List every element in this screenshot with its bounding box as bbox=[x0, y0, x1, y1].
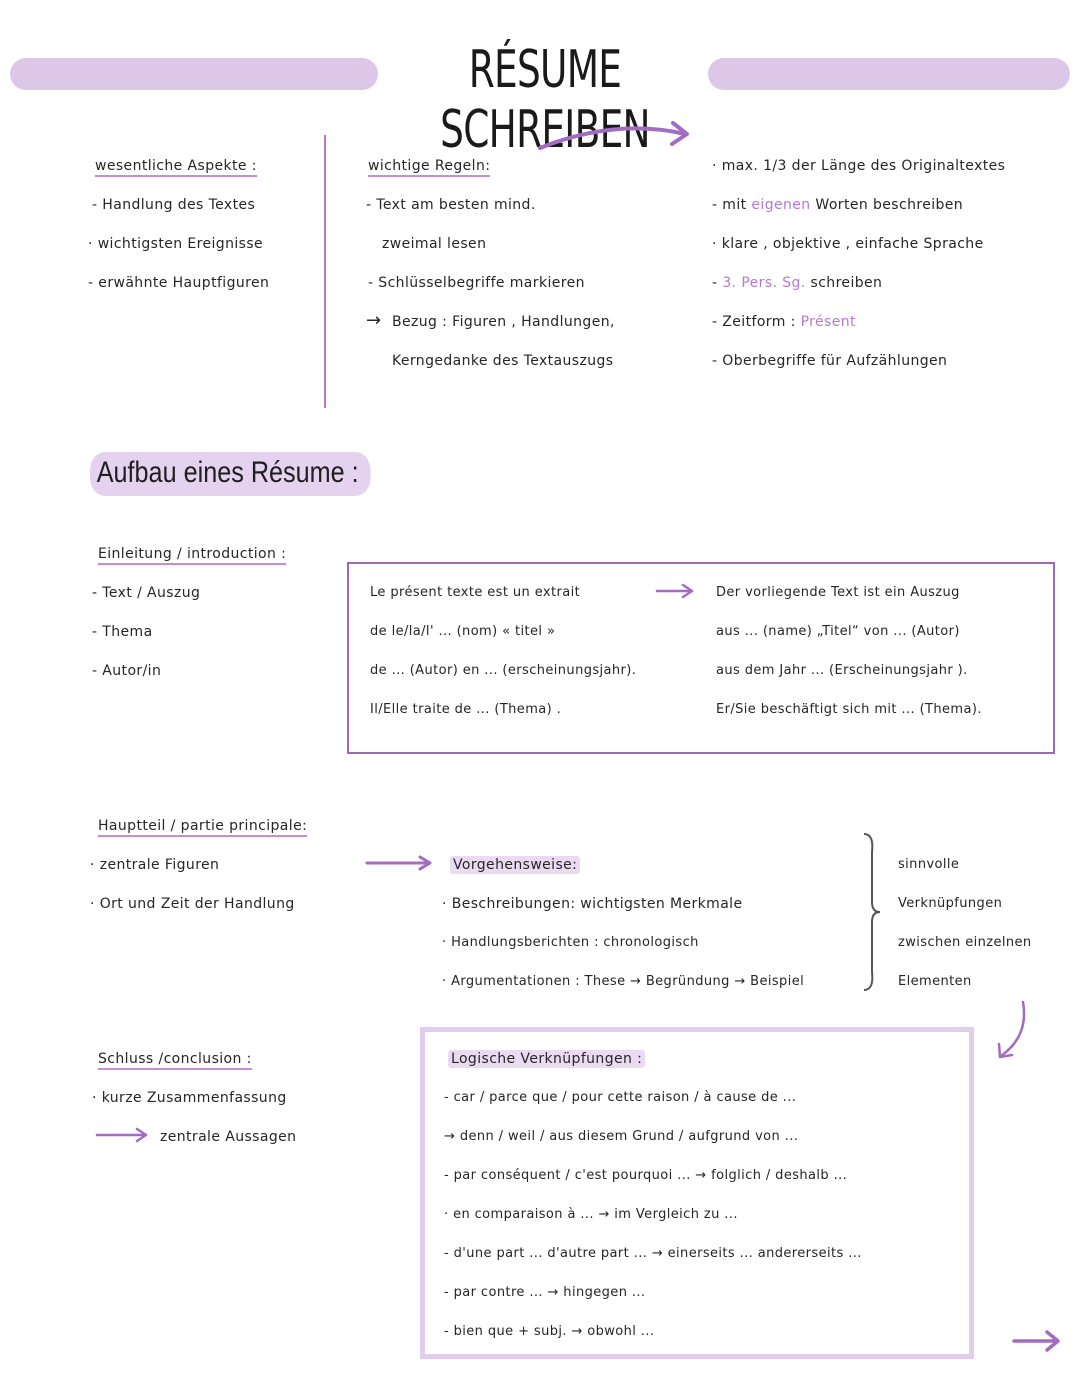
col1-item: - erwähnte Hauptfiguren bbox=[88, 275, 270, 291]
einleitung-item: - Text / Auszug bbox=[92, 585, 201, 601]
col3-accent: 3. Pers. Sg. bbox=[722, 275, 806, 291]
logische-line: - car / parce que / pour cette raison / à cause de ... bbox=[444, 1090, 797, 1105]
logische-line: → denn / weil / aus diesem Grund / aufgrund von ... bbox=[444, 1129, 799, 1144]
page-title: RÉSUME SCHREIBEN bbox=[440, 40, 650, 160]
col3-line: - Oberbegriffe für Aufzählungen bbox=[712, 353, 948, 369]
side-note: Elementen bbox=[898, 974, 972, 989]
einleitung-de-line: aus dem Jahr ... (Erscheinungsjahr ). bbox=[716, 663, 968, 678]
col2-line: Bezug : Figuren , Handlungen, bbox=[392, 314, 615, 330]
arrow-right-icon bbox=[655, 583, 695, 599]
col3-text: - Zeitform : bbox=[712, 314, 796, 330]
col2-heading: wichtige Regeln: bbox=[368, 158, 490, 177]
logische-heading-text: Logische Verknüpfungen : bbox=[448, 1050, 645, 1068]
einleitung-item: - Autor/in bbox=[92, 663, 162, 679]
col1-item: · wichtigsten Ereignisse bbox=[88, 236, 264, 252]
hauptteil-heading: Hauptteil / partie principale: bbox=[98, 818, 307, 837]
col2-arrow-icon: → bbox=[366, 310, 382, 331]
col1-heading: wesentliche Aspekte : bbox=[95, 158, 257, 177]
arrow-right-icon bbox=[365, 855, 435, 871]
col2-line: Kerngedanke des Textauszugs bbox=[392, 353, 614, 369]
next-page-arrow-icon bbox=[1012, 1329, 1062, 1353]
header-bar-right bbox=[708, 58, 1070, 90]
col3-text: schreiben bbox=[810, 275, 883, 291]
logische-line: · en comparaison à ... → im Vergleich zu ... bbox=[444, 1207, 738, 1222]
col3-line bbox=[712, 197, 963, 213]
arrow-right-icon bbox=[95, 1127, 150, 1143]
col3-text: - mit bbox=[712, 197, 747, 213]
col2-line: - Text am besten mind. bbox=[366, 197, 536, 213]
section-title: Aufbau eines Résume : bbox=[90, 452, 370, 496]
einleitung-fr-line: Il/Elle traite de ... (Thema) . bbox=[370, 702, 562, 717]
einleitung-de-line: Er/Sie beschäftigt sich mit ... (Thema). bbox=[716, 702, 982, 717]
schluss-heading: Schluss /conclusion : bbox=[98, 1051, 252, 1070]
einleitung-item: - Thema bbox=[92, 624, 153, 640]
col3-accent: Présent bbox=[800, 314, 856, 330]
schluss-arrow-item: zentrale Aussagen bbox=[160, 1129, 297, 1145]
col2-line: zweimal lesen bbox=[382, 236, 487, 252]
einleitung-de-line: aus ... (name) „Titel“ von ... (Autor) bbox=[716, 624, 960, 639]
col3-text: - bbox=[712, 275, 718, 291]
col3-accent: eigenen bbox=[751, 197, 811, 213]
logische-line: - par contre ... → hingegen ... bbox=[444, 1285, 646, 1300]
vorgehen-heading-text: Vorgehensweise: bbox=[450, 856, 580, 874]
logische-box bbox=[420, 1027, 974, 1359]
einleitung-fr-line: de ... (Autor) en ... (erscheinungsjahr). bbox=[370, 663, 637, 678]
side-note: zwischen einzelnen bbox=[898, 935, 1032, 950]
col3-line bbox=[712, 275, 882, 291]
curved-arrow-icon bbox=[535, 118, 700, 158]
vorgehen-heading bbox=[450, 857, 580, 873]
col2-line: - Schlüsselbegriffe markieren bbox=[368, 275, 585, 291]
side-note: sinnvolle bbox=[898, 857, 960, 872]
hauptteil-item: · zentrale Figuren bbox=[90, 857, 220, 873]
col3-line: · max. 1/3 der Länge des Originaltextes bbox=[712, 158, 1006, 174]
divider-vertical bbox=[324, 135, 326, 408]
curved-arrow-down-icon bbox=[995, 1000, 1031, 1062]
logische-line: - par conséquent / c'est pourquoi ... → folglich / deshalb ... bbox=[444, 1168, 848, 1183]
schluss-item: · kurze Zusammenfassung bbox=[92, 1090, 287, 1106]
curly-brace-icon bbox=[862, 832, 882, 992]
einleitung-de-line: Der vorliegende Text ist ein Auszug bbox=[716, 585, 960, 600]
col3-text: Worten beschreiben bbox=[815, 197, 964, 213]
vorgehen-item: · Argumentationen : These → Begründung → Beispiel bbox=[442, 974, 805, 989]
einleitung-heading: Einleitung / introduction : bbox=[98, 546, 286, 565]
hauptteil-item: · Ort und Zeit der Handlung bbox=[90, 896, 295, 912]
col3-line bbox=[712, 314, 856, 330]
einleitung-fr-line: Le présent texte est un extrait bbox=[370, 585, 581, 600]
logische-line: - d'une part ... d'autre part ... → einerseits ... andererseits ... bbox=[444, 1246, 862, 1261]
col1-item: - Handlung des Textes bbox=[92, 197, 256, 213]
einleitung-fr-line: de le/la/l' ... (nom) « titel » bbox=[370, 624, 556, 639]
logische-heading bbox=[448, 1051, 645, 1067]
vorgehen-item: · Handlungsberichten : chronologisch bbox=[442, 935, 699, 950]
side-note: Verknüpfungen bbox=[898, 896, 1003, 911]
vorgehen-item: · Beschreibungen: wichtigsten Merkmale bbox=[442, 896, 743, 912]
header-bar-left bbox=[10, 58, 378, 90]
col3-line: · klare , objektive , einfache Sprache bbox=[712, 236, 984, 252]
logische-line: - bien que + subj. → obwohl ... bbox=[444, 1324, 655, 1339]
